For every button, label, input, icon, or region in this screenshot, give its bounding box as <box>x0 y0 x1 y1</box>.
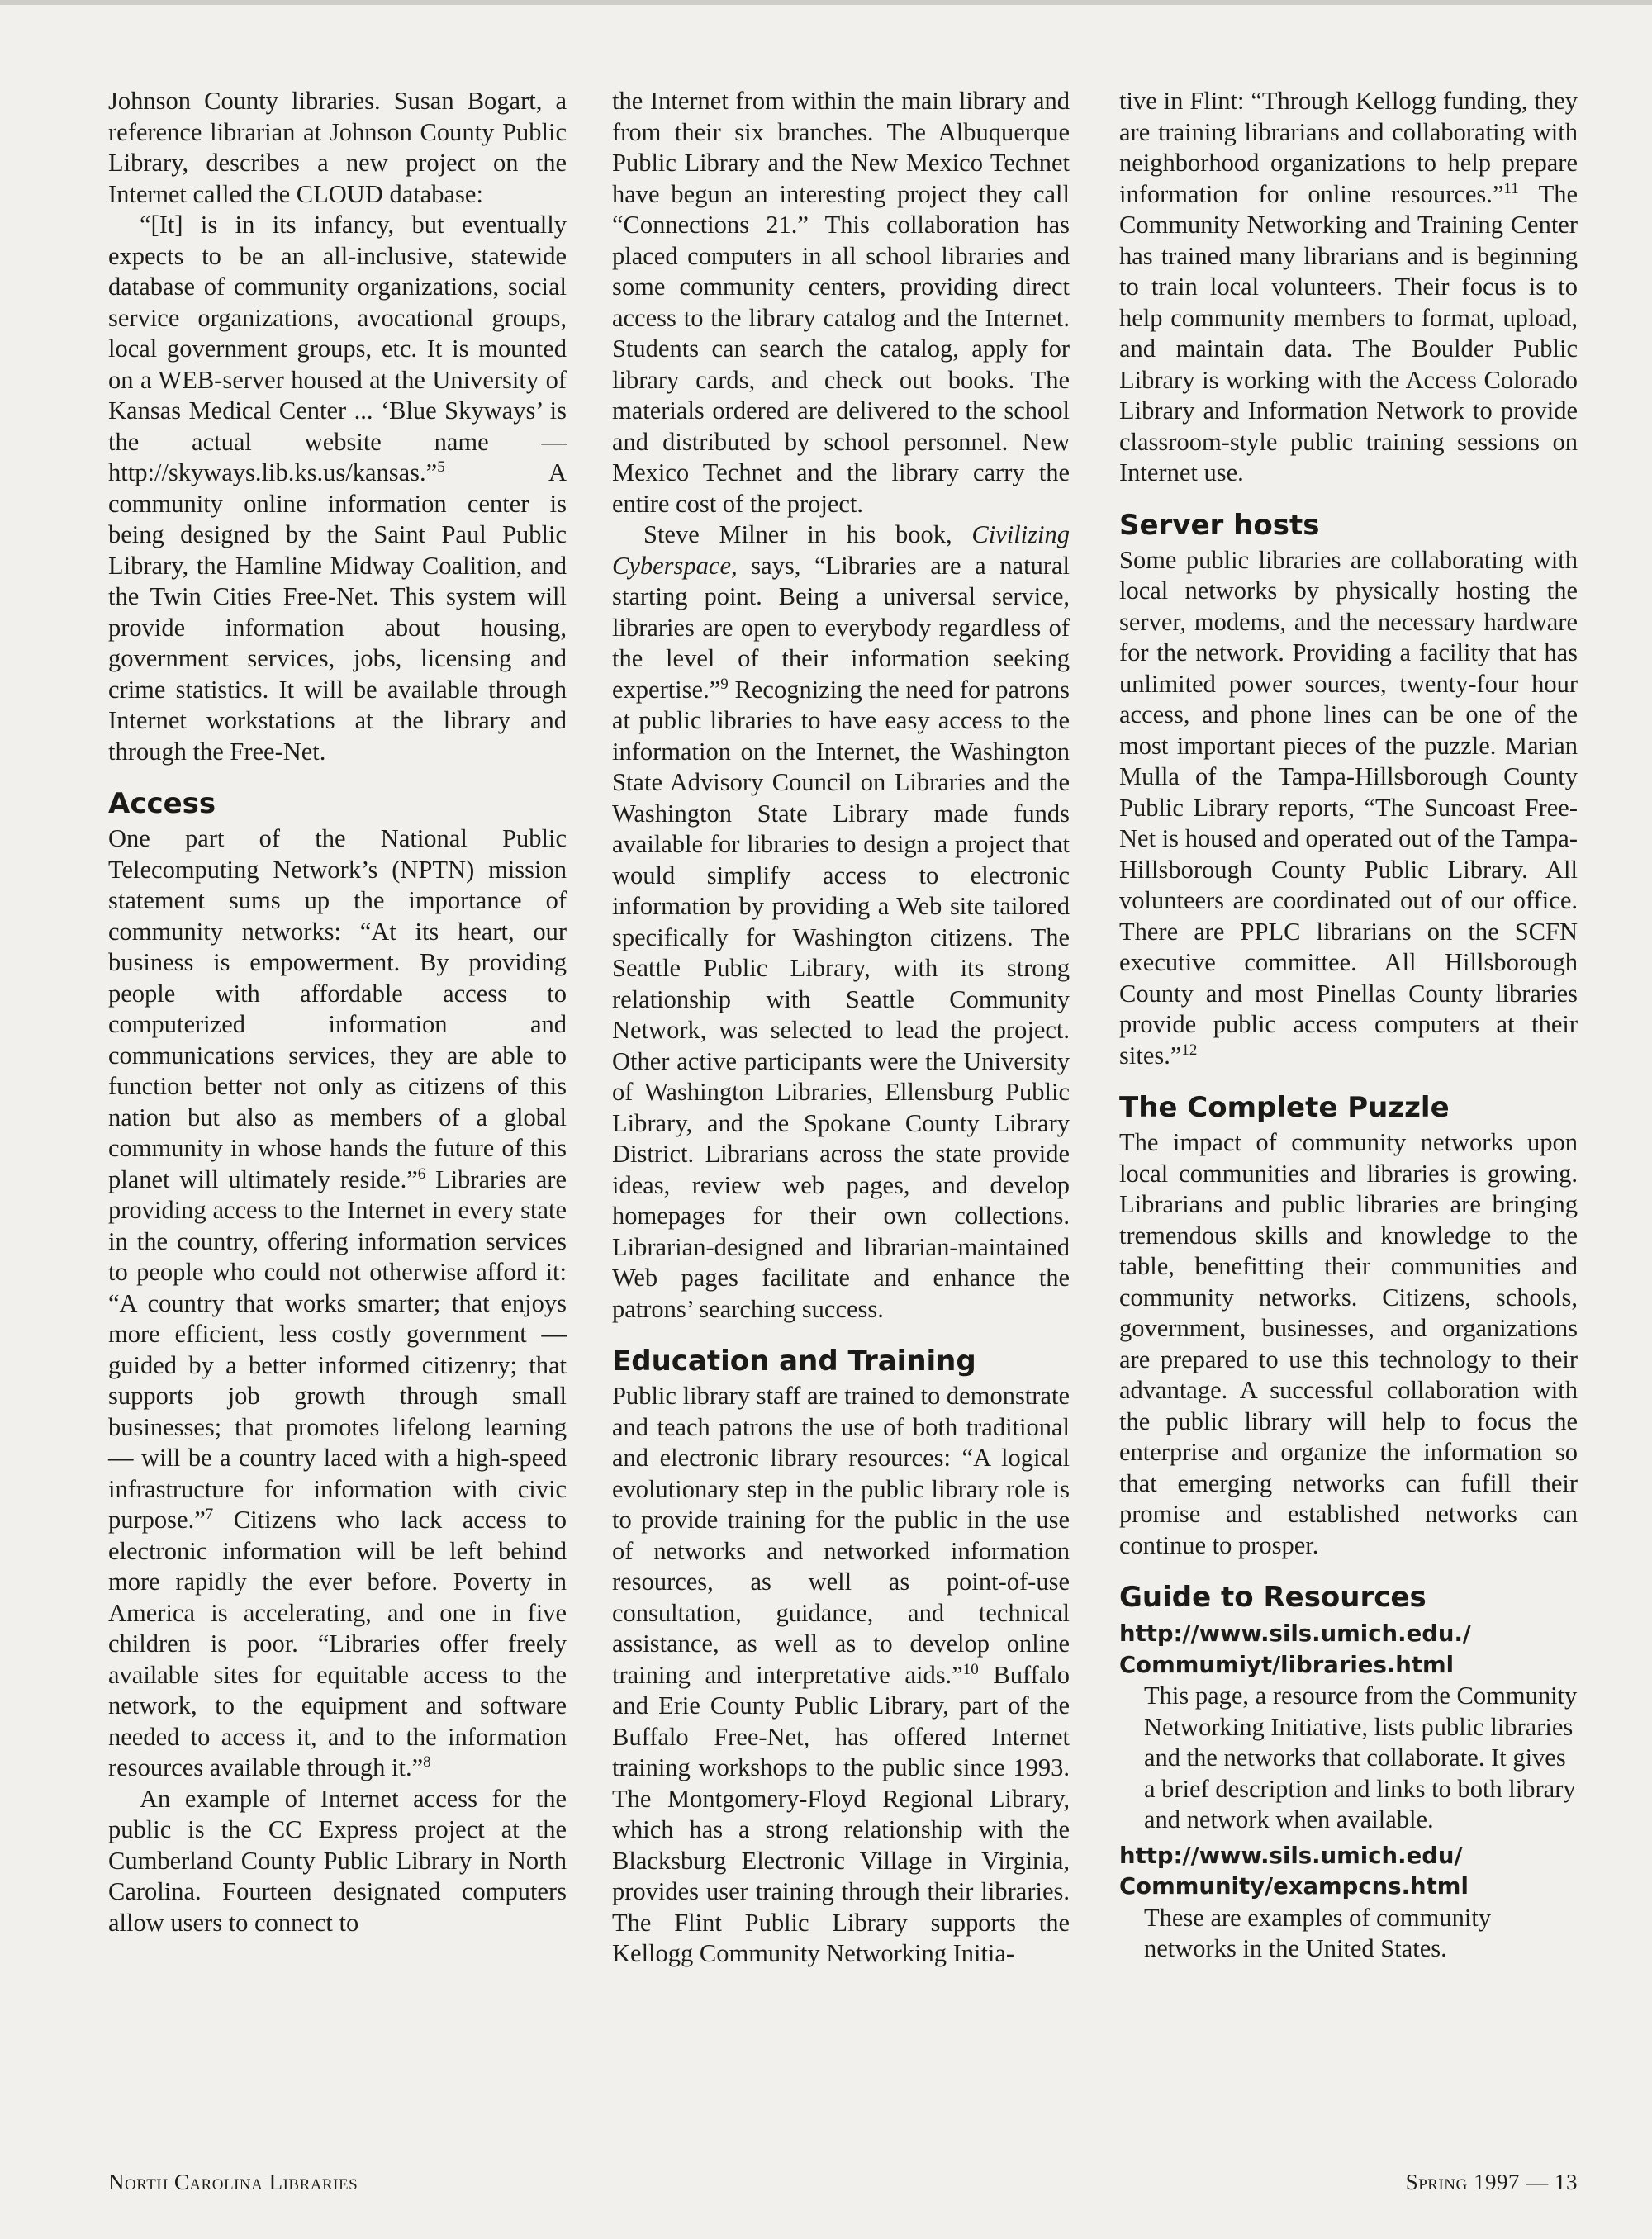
footnote-ref: 9 <box>720 675 729 693</box>
section-heading-education: Education and Training <box>612 1345 976 1378</box>
resource-url-1[interactable] <box>1119 1619 1578 1681</box>
paragraph <box>1119 86 1578 489</box>
book-title: Civilizing Cyberspace <box>612 520 1070 580</box>
resource-description: This page, a resource from the Community Networking Initiative, lists public libraries and the networks that collaborate. It gives a brief description and links to both library and network when available. <box>1144 1682 1578 1833</box>
top-rule <box>0 0 1652 5</box>
text: The impact of community networks upon local communities and libraries is growing. Librarians and public libraries are bringing tremendous skills and knowledge to the table, benefitting their communities and community networks. Citizens, schools, government, businesses, and organizations are prepared to use this technology to their advantage. A successful collaboration with the public library will help to focus the enterprise and organize the information so that emerging networks can fufill their promise and established networks can continue to prosper. <box>1119 1128 1578 1559</box>
text: A community online information center is being designed by the Saint Paul Public Library, the Hamline Midway Coalition, and the Twin Cities Free-Net. This system will provide information about housing, government services, jobs, licensing and crime statistics. It will be available through Internet workstations at the library and through the Free-Net. <box>108 458 567 766</box>
footnote-ref: 8 <box>423 1753 431 1771</box>
resource-entry <box>1119 1841 1578 1965</box>
paragraph <box>1119 1127 1578 1561</box>
column-1 <box>108 86 567 1938</box>
column-2 <box>612 86 1070 1970</box>
text: Libraries are providing access to the Internet in every state in the country, offering information services to people who could not otherwise afford it: “A country that works smarter; that enjoys more efficient, less costly government — guided by a better informed citizenry; that supports job growth through small businesses; that promotes lifelong learning — will be a country laced with a high-speed infrastructure for information with civic purpose.” <box>108 1165 567 1534</box>
url-line[interactable]: Commumiyt/libraries.html <box>1119 1651 1455 1678</box>
column-3 <box>1119 86 1578 1965</box>
paragraph <box>1119 545 1578 1072</box>
paragraph <box>612 519 1070 1325</box>
paragraph <box>108 1784 567 1939</box>
url-line[interactable]: Community/exampcns.html <box>1119 1873 1469 1900</box>
footer-issue-page: Spring 1997 — 13 <box>1405 2170 1578 2194</box>
footnote-ref: 5 <box>437 458 445 476</box>
footnote-ref: 6 <box>417 1165 426 1183</box>
text: tive in Flint: “Through Kellogg funding, they are training librarians and collaborating with neighborhood organizations to help prepare information for online resources.” <box>1119 87 1578 208</box>
paragraph <box>108 86 567 210</box>
section-heading-complete-puzzle: The Complete Puzzle <box>1119 1091 1450 1124</box>
text: Citizens who lack access to electronic information will be left behind more rapidly the ever before. Poverty in America is accelerating, and one in five children is poor. “Libraries offer freely available sites for equitable access to the network, to the equipment and software needed to access it, and to the information resources available through it.” <box>108 1506 567 1781</box>
resource-description: These are examples of community networks in the United States. <box>1144 1903 1492 1962</box>
text: An example of Internet access for the public is the CC Express project at the Cumberland County Public Library in North Carolina. Fourteen designated computers allow users to connect to <box>108 1784 567 1937</box>
text: Johnson County libraries. Susan Bogart, a reference librarian at Johnson County Public Library, describes a new project on the Internet called the CLOUD database: <box>108 87 567 208</box>
text: Buffalo and Erie County Public Library, part of the Buffalo Free-Net, has offered Internet training workshops to the public since 1993. The Montgomery-Floyd Regional Library, which has a strong relationship with the Blacksburg Electronic Village in Virginia, provides user training through their libraries. The Flint Public Library supports the Kellogg Community Networking Initia- <box>612 1660 1070 1967</box>
text: the Internet from within the main library and from their six branches. The Albuquerque Public Library and the New Mexico Technet have begun an interesting project they call “Connections 21.” This collaboration has placed computers in all school libraries and some community centers, providing direct access to the library catalog and the Internet. Students can search the catalog, apply for library cards, and check out books. The materials ordered are delivered to the school and distributed by school personnel. New Mexico Technet and the library carry the entire cost of the project. <box>612 87 1070 518</box>
footnote-ref: 12 <box>1181 1041 1198 1059</box>
resource-entry <box>1119 1619 1578 1836</box>
text: Recognizing the need for patrons at public libraries to have easy access to the information on the Internet, the Washington State Advisory Council on Libraries and the Washington State Library made funds available for libraries to design a project that would simplify access to electronic information by providing a Web site tailored specifically for Washington citizens. The Seattle Public Library, with its strong relationship with Seattle Community Network, was selected to lead the project. Other active participants were the University of Washington Libraries, Ellensburg Public Library, and the Spokane County Library District. Librarians across the state provide ideas, review web pages, and develop homepages for their own collections. Librarian-designed and librarian-maintained Web pages facilitate and enhance the patrons’ searching success. <box>612 675 1070 1323</box>
paragraph <box>108 210 567 767</box>
text: The Community Networking and Training Center has trained many librarians and is beginning to train local volunteers. Their focus is to help community members to format, upload, and maintain data. The Boulder Public Library is working with the Access Colorado Library and Information Network to provide classroom-style public training sessions on Internet use. <box>1119 179 1578 486</box>
paragraph <box>612 1381 1070 1970</box>
url-line[interactable]: http://www.sils.umich.edu./ <box>1119 1620 1471 1647</box>
resource-url-2[interactable] <box>1119 1841 1578 1903</box>
section-heading-server-hosts: Server hosts <box>1119 508 1320 542</box>
url-line[interactable]: http://www.sils.umich.edu/ <box>1119 1842 1463 1869</box>
footnote-ref: 11 <box>1503 179 1519 197</box>
section-heading-guide-to-resources: Guide to Resources <box>1119 1581 1427 1614</box>
footer-publication-name: North Carolina Libraries <box>108 2170 358 2194</box>
text: Steve Milner in his book, <box>643 520 972 548</box>
text: , says, “Libraries are a natural starting point. Being a universal service, libraries are open to everybody regardless of the level of their information seeking expertise.” <box>612 551 1070 704</box>
paragraph <box>612 86 1070 519</box>
text: One part of the National Public Telecomputing Network’s (NPTN) mission statement sums up the importance of community networks: “At its heart, our business is empowerment. By providing people with affordable access to computerized information and communications services, they are able to function better not only as citizens of this nation but also as members of a global community in whose hands the future of this planet will ultimately reside.” <box>108 824 567 1193</box>
text: Some public libraries are collaborating with local networks by physically hosting the server, modems, and the necessary hardware for the network. Providing a facility that has unlimited power sources, twenty-four hour access, and phone lines can be one of the most important pieces of the puzzle. Marian Mulla of the Tampa-Hillsborough County Public Library reports, “The Suncoast Free-Net is housed and operated out of the Tampa-Hillsborough County Public Library. All volunteers are coordinated out of our office. There are PPLC librarians on the SCFN executive committee. All Hillsborough County and most Pinellas County libraries provide public access computers at their sites.” <box>1119 545 1578 1070</box>
text: “[It] is in its infancy, but eventually expects to be an all-inclusive, statewide database of community organizations, social service organizations, avocational groups, local government groups, etc. It is mounted on a WEB-server housed at the University of Kansas Medical Center ... ‘Blue Skyways’ is the actual website name — http://skyways.lib.ks.us/kansas.” <box>108 211 567 486</box>
paragraph <box>108 823 567 1784</box>
section-heading-access: Access <box>108 787 216 820</box>
footnote-ref: 10 <box>962 1660 979 1678</box>
footnote-ref: 7 <box>205 1506 214 1523</box>
text: Public library staff are trained to demonstrate and teach patrons the use of both traditional and electronic library resources: “A logical evolutionary step in the public library role is to provide training for the public in the use of networks and networked information resources, as well as point-of-use consultation, guidance, and technical assistance, as well as to develop online training and interpretative aids.” <box>612 1382 1070 1689</box>
